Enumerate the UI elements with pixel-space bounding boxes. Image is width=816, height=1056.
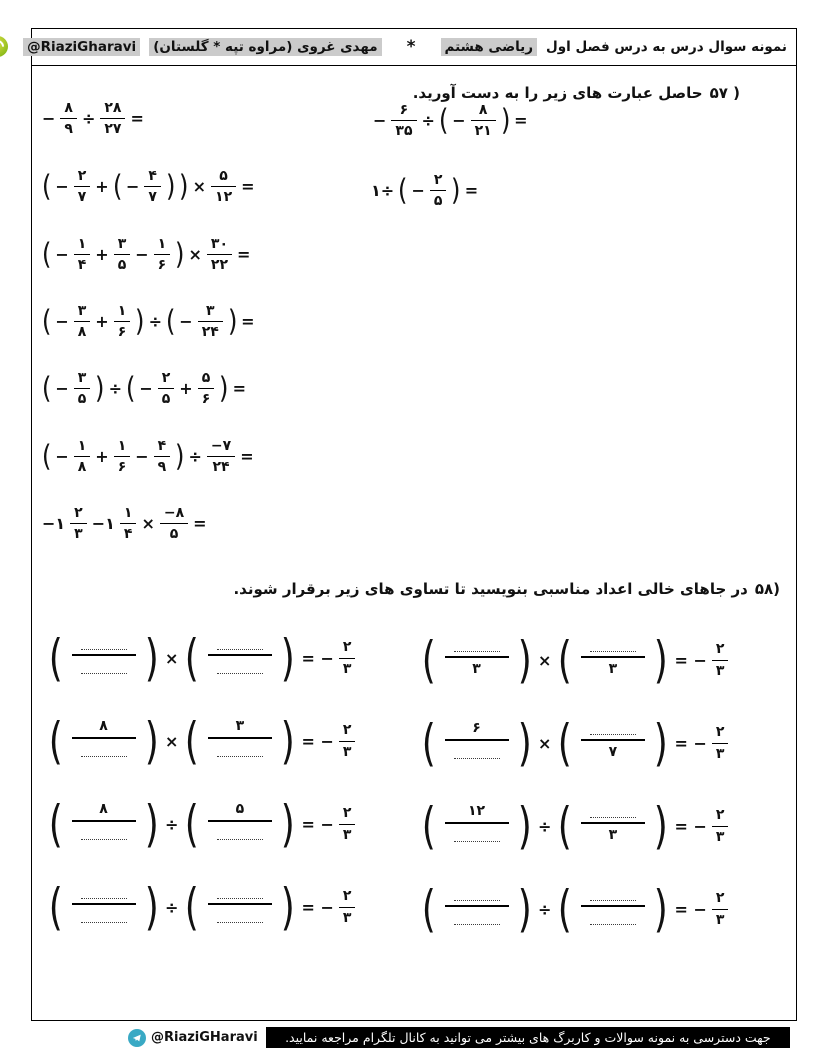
math-row xyxy=(44,795,358,853)
fraction: ۸ xyxy=(72,801,136,847)
math-text: + xyxy=(95,312,109,332)
math-text: − xyxy=(135,447,149,467)
math-text: ÷ xyxy=(165,814,179,834)
expression-58-1-left xyxy=(44,629,358,687)
big-paren: ) xyxy=(653,880,668,938)
fraction: $\frac{۸}{۹}$ xyxy=(60,100,77,137)
blank-line xyxy=(590,816,636,818)
fraction: $\frac{۲}{۳}$ xyxy=(712,807,729,844)
math-text: = xyxy=(241,177,255,197)
expression-58-2-left xyxy=(44,712,358,770)
blank-line xyxy=(217,921,263,923)
blank-line xyxy=(454,757,500,759)
expression-57-6 xyxy=(40,438,256,475)
fraction: $\frac{۱}{۶}$ xyxy=(154,236,171,273)
big-paren: ) xyxy=(280,795,295,853)
big-paren: ) xyxy=(280,878,295,936)
paren: ( xyxy=(41,169,52,204)
separator-star: * xyxy=(406,36,416,57)
fraction: $\frac{۲}{۷}$ xyxy=(74,168,91,205)
math-row xyxy=(40,505,209,542)
math-text: = − xyxy=(301,897,334,917)
expression-58-3-left xyxy=(44,795,358,853)
blank-line xyxy=(217,672,263,674)
expression-58-3-right xyxy=(417,797,731,855)
math-text: ÷ xyxy=(538,816,552,836)
math-text: + xyxy=(95,245,109,265)
math-text: = xyxy=(237,245,251,265)
footer-handle: @RiaziGHaravi xyxy=(151,1030,258,1045)
math-row xyxy=(371,102,529,139)
blank-line xyxy=(217,838,263,840)
q57-title: حاصل عبارت های زیر را به دست آورید. xyxy=(412,84,703,102)
fraction: $\frac{۳}{۵}$ xyxy=(114,236,131,273)
math-text: × xyxy=(165,731,179,751)
q58-number: ۵۸) xyxy=(754,580,780,598)
big-paren: ( xyxy=(185,795,200,853)
fraction: $\frac{۱}{۸}$ xyxy=(74,438,91,475)
footer xyxy=(128,1026,790,1049)
fraction: $\frac{۴}{۷}$ xyxy=(144,168,161,205)
paren: ) xyxy=(179,169,189,204)
math-text: − xyxy=(373,111,387,131)
math-text: = xyxy=(130,109,144,129)
expression-58-4-left xyxy=(44,878,358,936)
fraction: $\frac{۲}{۵}$ xyxy=(158,370,175,407)
fraction: ۳ xyxy=(581,803,645,849)
header-divider xyxy=(31,65,797,66)
footer-note: جهت دسترسی به نمونه سوالات و کاربرگ های بیشتر می توانید به کانال تلگرام مراجعه نمایید. xyxy=(266,1027,790,1048)
fraction: $\frac{-۸}{۵}$ xyxy=(160,505,188,542)
math-row xyxy=(40,168,257,205)
math-text: × xyxy=(165,648,179,668)
blank-line xyxy=(217,897,263,899)
expression-57-7 xyxy=(40,505,209,542)
big-paren: ) xyxy=(144,629,159,687)
fraction: ۳ xyxy=(581,637,645,683)
fraction: $\frac{۲۸}{۲۷}$ xyxy=(100,100,125,137)
math-text: − xyxy=(55,177,69,197)
fraction: $\frac{۲}{۳}$ xyxy=(339,722,356,759)
math-text: × xyxy=(538,733,552,753)
fraction: $\frac{۲}{۳}$ xyxy=(339,639,356,676)
expression-58-2-right xyxy=(417,714,731,772)
fraction xyxy=(581,886,645,932)
fraction: $\frac{۴}{۹}$ xyxy=(154,438,171,475)
math-row xyxy=(417,880,731,938)
paren: ) xyxy=(95,371,105,406)
math-text: = − xyxy=(301,814,334,834)
math-text: = xyxy=(193,514,207,534)
math-text: −۱ xyxy=(91,514,115,534)
big-paren: ) xyxy=(144,712,159,770)
social-icon-row xyxy=(0,36,8,57)
math-text: = xyxy=(241,312,255,332)
math-text: = − xyxy=(674,733,707,753)
math-text: − xyxy=(452,111,466,131)
math-text: = xyxy=(514,111,528,131)
header-author: مهدی غروی (مراوه تپه * گلستان) xyxy=(149,38,381,56)
q58-title: در جاهای خالی اعداد مناسبی بنویسید تا تساوی های زیر برقرار شوند. xyxy=(233,580,748,598)
math-text: − xyxy=(135,245,149,265)
fraction: $\frac{۱}{۶}$ xyxy=(114,438,131,475)
math-text: ÷ xyxy=(108,379,123,399)
expression-57-1-left xyxy=(40,100,146,137)
math-text: − xyxy=(55,312,69,332)
math-text: ÷ xyxy=(188,447,202,467)
fraction: $\frac{۱}{۶}$ xyxy=(114,303,131,340)
blank-line xyxy=(590,899,636,901)
paren: ) xyxy=(500,103,511,138)
big-paren: ) xyxy=(653,714,668,772)
expression-57-4 xyxy=(40,303,257,340)
fraction: ۶ xyxy=(445,720,509,766)
big-paren: ( xyxy=(558,631,573,689)
blank-line xyxy=(454,899,500,901)
fraction xyxy=(208,635,272,681)
q57-number: ۵۷ ) xyxy=(709,84,740,102)
expression-57-1-right xyxy=(371,102,529,139)
expression-58-1-right xyxy=(417,631,731,689)
header-title: نمونه سوال درس به درس فصل اول xyxy=(546,38,787,55)
big-paren: ( xyxy=(185,878,200,936)
big-paren: ( xyxy=(48,712,63,770)
big-paren: ) xyxy=(517,714,532,772)
paren: ( xyxy=(41,304,52,339)
math-text: ÷ xyxy=(81,109,96,129)
blank-line xyxy=(81,648,127,650)
blank-line xyxy=(81,755,127,757)
fraction: ۷ xyxy=(581,720,645,766)
big-paren: ( xyxy=(558,714,573,772)
fraction: $\frac{۱}{۴}$ xyxy=(74,236,91,273)
math-text: = − xyxy=(301,648,334,668)
big-paren: ) xyxy=(653,631,668,689)
fraction xyxy=(72,635,136,681)
math-text: − xyxy=(55,447,69,467)
math-text: ÷ xyxy=(148,312,162,332)
big-paren: ) xyxy=(144,795,159,853)
q58-heading xyxy=(233,580,780,598)
math-row xyxy=(417,797,731,855)
expression-57-5 xyxy=(40,370,248,407)
math-text: ÷ xyxy=(421,111,435,131)
fraction: $\frac{۱}{۴}$ xyxy=(120,505,137,542)
math-text: + xyxy=(95,447,109,467)
math-row xyxy=(40,303,257,340)
math-row xyxy=(417,714,731,772)
big-paren: ( xyxy=(558,880,573,938)
big-paren: ( xyxy=(48,795,63,853)
fraction: $\frac{۲}{۵}$ xyxy=(430,172,447,209)
blank-line xyxy=(81,672,127,674)
math-row xyxy=(44,878,358,936)
paren: ) xyxy=(451,173,461,208)
math-row xyxy=(40,370,248,407)
blank-line xyxy=(590,923,636,925)
big-paren: ( xyxy=(421,631,436,689)
header-title-highlight: ریاضی هشتم xyxy=(441,38,538,56)
math-text: + xyxy=(95,177,109,197)
fraction: ۸ xyxy=(72,718,136,764)
math-text: − xyxy=(179,312,193,332)
expression-57-2-right xyxy=(369,172,480,209)
fraction: $\frac{۲}{۳}$ xyxy=(712,890,729,927)
math-text: × xyxy=(538,650,552,670)
paren: ( xyxy=(125,371,136,406)
fraction: $\frac{۳۰}{۲۲}$ xyxy=(207,236,232,273)
paren: ( xyxy=(165,304,176,339)
big-paren: ( xyxy=(421,714,436,772)
fraction: $\frac{۳}{۵}$ xyxy=(74,370,91,407)
math-text: ÷ xyxy=(165,897,179,917)
math-text: = − xyxy=(674,899,707,919)
math-text: − xyxy=(411,181,425,201)
math-row xyxy=(44,629,358,687)
blank-line xyxy=(590,650,636,652)
fraction: $\frac{۲}{۳}$ xyxy=(712,724,729,761)
fraction: $\frac{۲}{۳}$ xyxy=(712,641,729,678)
big-paren: ( xyxy=(48,878,63,936)
fraction: $\frac{۵}{۶}$ xyxy=(198,370,215,407)
fraction xyxy=(72,884,136,930)
big-paren: ( xyxy=(558,797,573,855)
math-row xyxy=(369,172,480,209)
math-row xyxy=(417,631,731,689)
paren: ) xyxy=(135,304,145,339)
header-bar xyxy=(27,28,797,65)
fraction: ۱۲ xyxy=(445,803,509,849)
big-paren: ) xyxy=(653,797,668,855)
expression-58-4-right xyxy=(417,880,731,938)
math-text: + xyxy=(179,379,193,399)
fraction: ۵ xyxy=(208,801,272,847)
fraction: $\frac{۲}{۳}$ xyxy=(70,505,87,542)
big-paren: ) xyxy=(144,878,159,936)
fraction: $\frac{۲}{۳}$ xyxy=(339,805,356,842)
paren: ( xyxy=(41,439,52,474)
header-handle: @RiaziGharavi xyxy=(23,38,140,56)
math-text: ÷ xyxy=(538,899,552,919)
fraction: ۳ xyxy=(208,718,272,764)
blank-line xyxy=(217,648,263,650)
math-text: − xyxy=(55,379,69,399)
big-paren: ) xyxy=(280,629,295,687)
blank-line xyxy=(454,650,500,652)
blank-line xyxy=(590,733,636,735)
paren: ) xyxy=(219,371,229,406)
big-paren: ) xyxy=(517,880,532,938)
math-text: = − xyxy=(674,650,707,670)
math-text: = xyxy=(464,181,479,201)
paren: ( xyxy=(41,371,52,406)
blank-line xyxy=(217,755,263,757)
math-text: − xyxy=(139,379,153,399)
math-text: − xyxy=(42,109,56,129)
big-paren: ( xyxy=(185,712,200,770)
telegram-plane-glyph xyxy=(132,1033,142,1043)
paren: ) xyxy=(175,237,185,272)
blank-line xyxy=(454,840,500,842)
blank-line xyxy=(81,921,127,923)
expression-57-2-left xyxy=(40,168,257,205)
q57-heading xyxy=(413,84,740,102)
fraction xyxy=(208,884,272,930)
math-text: − xyxy=(126,177,140,197)
big-paren: ) xyxy=(280,712,295,770)
math-row xyxy=(40,438,256,475)
fraction: $\frac{-۷}{۲۴}$ xyxy=(207,438,235,475)
big-paren: ) xyxy=(517,797,532,855)
fraction: $\frac{۳}{۲۴}$ xyxy=(198,303,223,340)
soroush-icon xyxy=(0,36,8,57)
blank-line xyxy=(81,897,127,899)
math-row xyxy=(44,712,358,770)
math-text: × xyxy=(192,177,207,197)
big-paren: ( xyxy=(421,880,436,938)
math-text: = − xyxy=(301,731,334,751)
fraction xyxy=(445,886,509,932)
math-text: × xyxy=(141,514,155,534)
fraction: $\frac{۳}{۸}$ xyxy=(74,303,91,340)
math-row xyxy=(40,100,146,137)
paren: ) xyxy=(227,304,238,339)
paren: ( xyxy=(438,103,449,138)
math-text: −۱ xyxy=(42,514,66,534)
math-text: = xyxy=(232,379,246,399)
paren: ) xyxy=(165,169,176,204)
math-row xyxy=(40,236,252,273)
big-paren: ( xyxy=(185,629,200,687)
big-paren: ) xyxy=(517,631,532,689)
paren: ( xyxy=(112,169,123,204)
fraction: $\frac{۵}{۱۲}$ xyxy=(211,168,236,205)
expression-57-3 xyxy=(40,236,252,273)
math-text: × xyxy=(188,245,202,265)
fraction: $\frac{۸}{۲۱}$ xyxy=(471,102,496,139)
paren: ( xyxy=(41,237,52,272)
blank-line xyxy=(454,923,500,925)
math-text: = xyxy=(240,447,254,467)
paren: ) xyxy=(175,439,185,474)
footer-telegram-icon xyxy=(128,1029,146,1047)
paren: ( xyxy=(398,173,408,208)
fraction: $\frac{۶}{۳۵}$ xyxy=(391,102,416,139)
fraction: $\frac{۲}{۳}$ xyxy=(339,888,356,925)
blank-line xyxy=(81,838,127,840)
math-text: ۱÷ xyxy=(371,181,395,201)
math-text: − xyxy=(55,245,69,265)
big-paren: ( xyxy=(48,629,63,687)
fraction: ۳ xyxy=(445,637,509,683)
math-text: = − xyxy=(674,816,707,836)
big-paren: ( xyxy=(421,797,436,855)
